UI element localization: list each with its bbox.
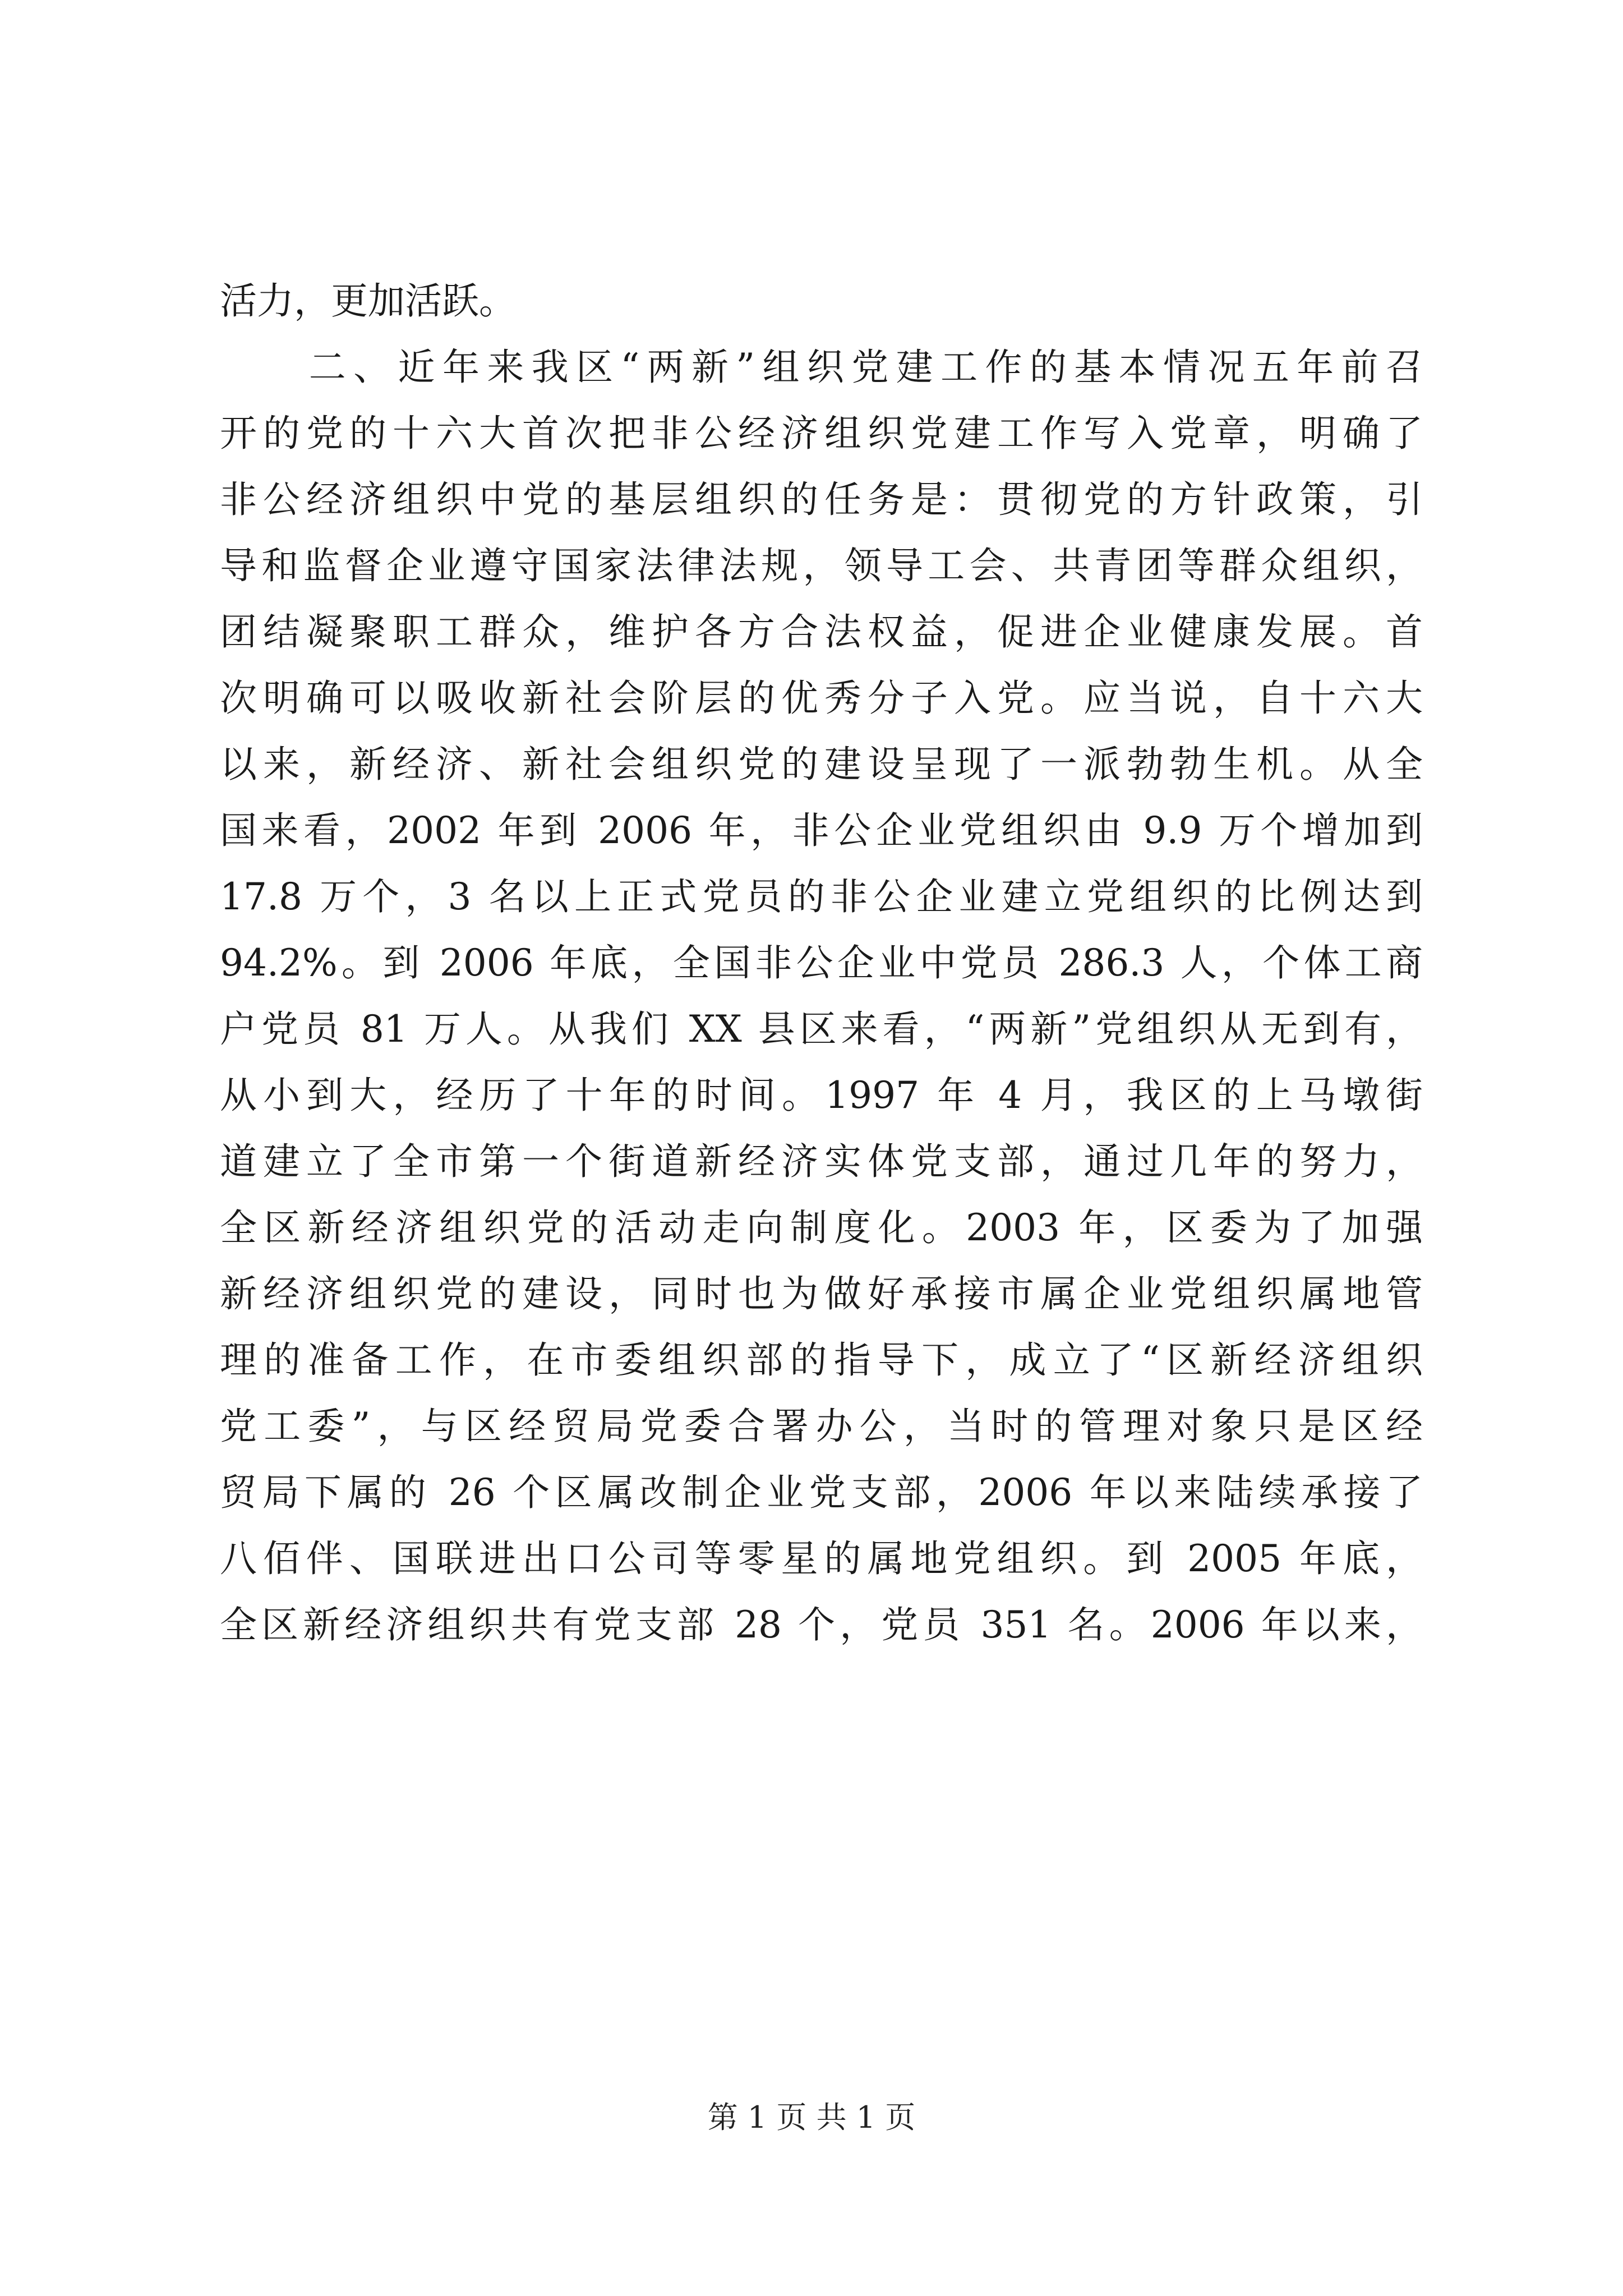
text-line: 新经济组织党的建设，同时也为做好承接市属企业党组织属地管: [220, 1272, 1423, 1315]
text-line: 开的党的十六大首次把非公经济组织党建工作写入党章，明确了: [220, 412, 1423, 455]
text-line: 理的准备工作，在市委组织部的指导下，成立了“区新经济组织: [220, 1338, 1423, 1382]
text-line: 贸局下属的 26 个区属改制企业党支部，2006 年以来陆续承接了: [220, 1471, 1423, 1514]
text-line: 次明确可以吸收新社会阶层的优秀分子入党。应当说，自十六大: [220, 677, 1423, 720]
text-line: 团结凝聚职工群众，维护各方合法权益，促进企业健康发展。首: [220, 610, 1423, 654]
body-text: [220, 268, 1423, 1658]
text-line: 导和监督企业遵守国家法律法规，领导工会、共青团等群众组织，: [220, 544, 1423, 587]
text-line: 道建立了全市第一个街道新经济实体党支部，通过几年的努力，: [220, 1140, 1423, 1183]
text-line: 全区新经济组织共有党支部 28 个，党员 351 名。2006 年以来，: [220, 1603, 1423, 1646]
text-line: 从小到大，经历了十年的时间。1997 年 4 月，我区的上马墩街: [220, 1074, 1423, 1117]
text-line: 二、近年来我区“两新”组织党建工作的基本情况五年前召: [220, 346, 1423, 389]
text-line: 17.8 万个，3 名以上正式党员的非公企业建立党组织的比例达到: [220, 875, 1423, 918]
text-line: 国来看，2002 年到 2006 年，非公企业党组织由 9.9 万个增加到: [220, 809, 1423, 852]
text-line: 全区新经济组织党的活动走向制度化。2003 年，区委为了加强: [220, 1206, 1423, 1249]
page-footer: 第 1 页 共 1 页: [707, 2100, 916, 2135]
text-line: 党工委”，与区经贸局党委合署办公，当时的管理对象只是区经: [220, 1405, 1423, 1448]
text-line: 户党员 81 万人。从我们 XX 县区来看，“两新”党组织从无到有，: [220, 1007, 1423, 1051]
text-line: 八佰伴、国联进出口公司等零星的属地党组织。到 2005 年底，: [220, 1537, 1423, 1580]
text-line: 非公经济组织中党的基层组织的任务是：贯彻党的方针政策，引: [220, 478, 1423, 521]
text-line: 以来，新经济、新社会组织党的建设呈现了一派勃勃生机。从全: [220, 743, 1423, 786]
text-line: 94.2%。到 2006 年底，全国非公企业中党员 286.3 人，个体工商: [220, 941, 1423, 984]
text-line: 活力，更加活跃。: [220, 279, 516, 323]
